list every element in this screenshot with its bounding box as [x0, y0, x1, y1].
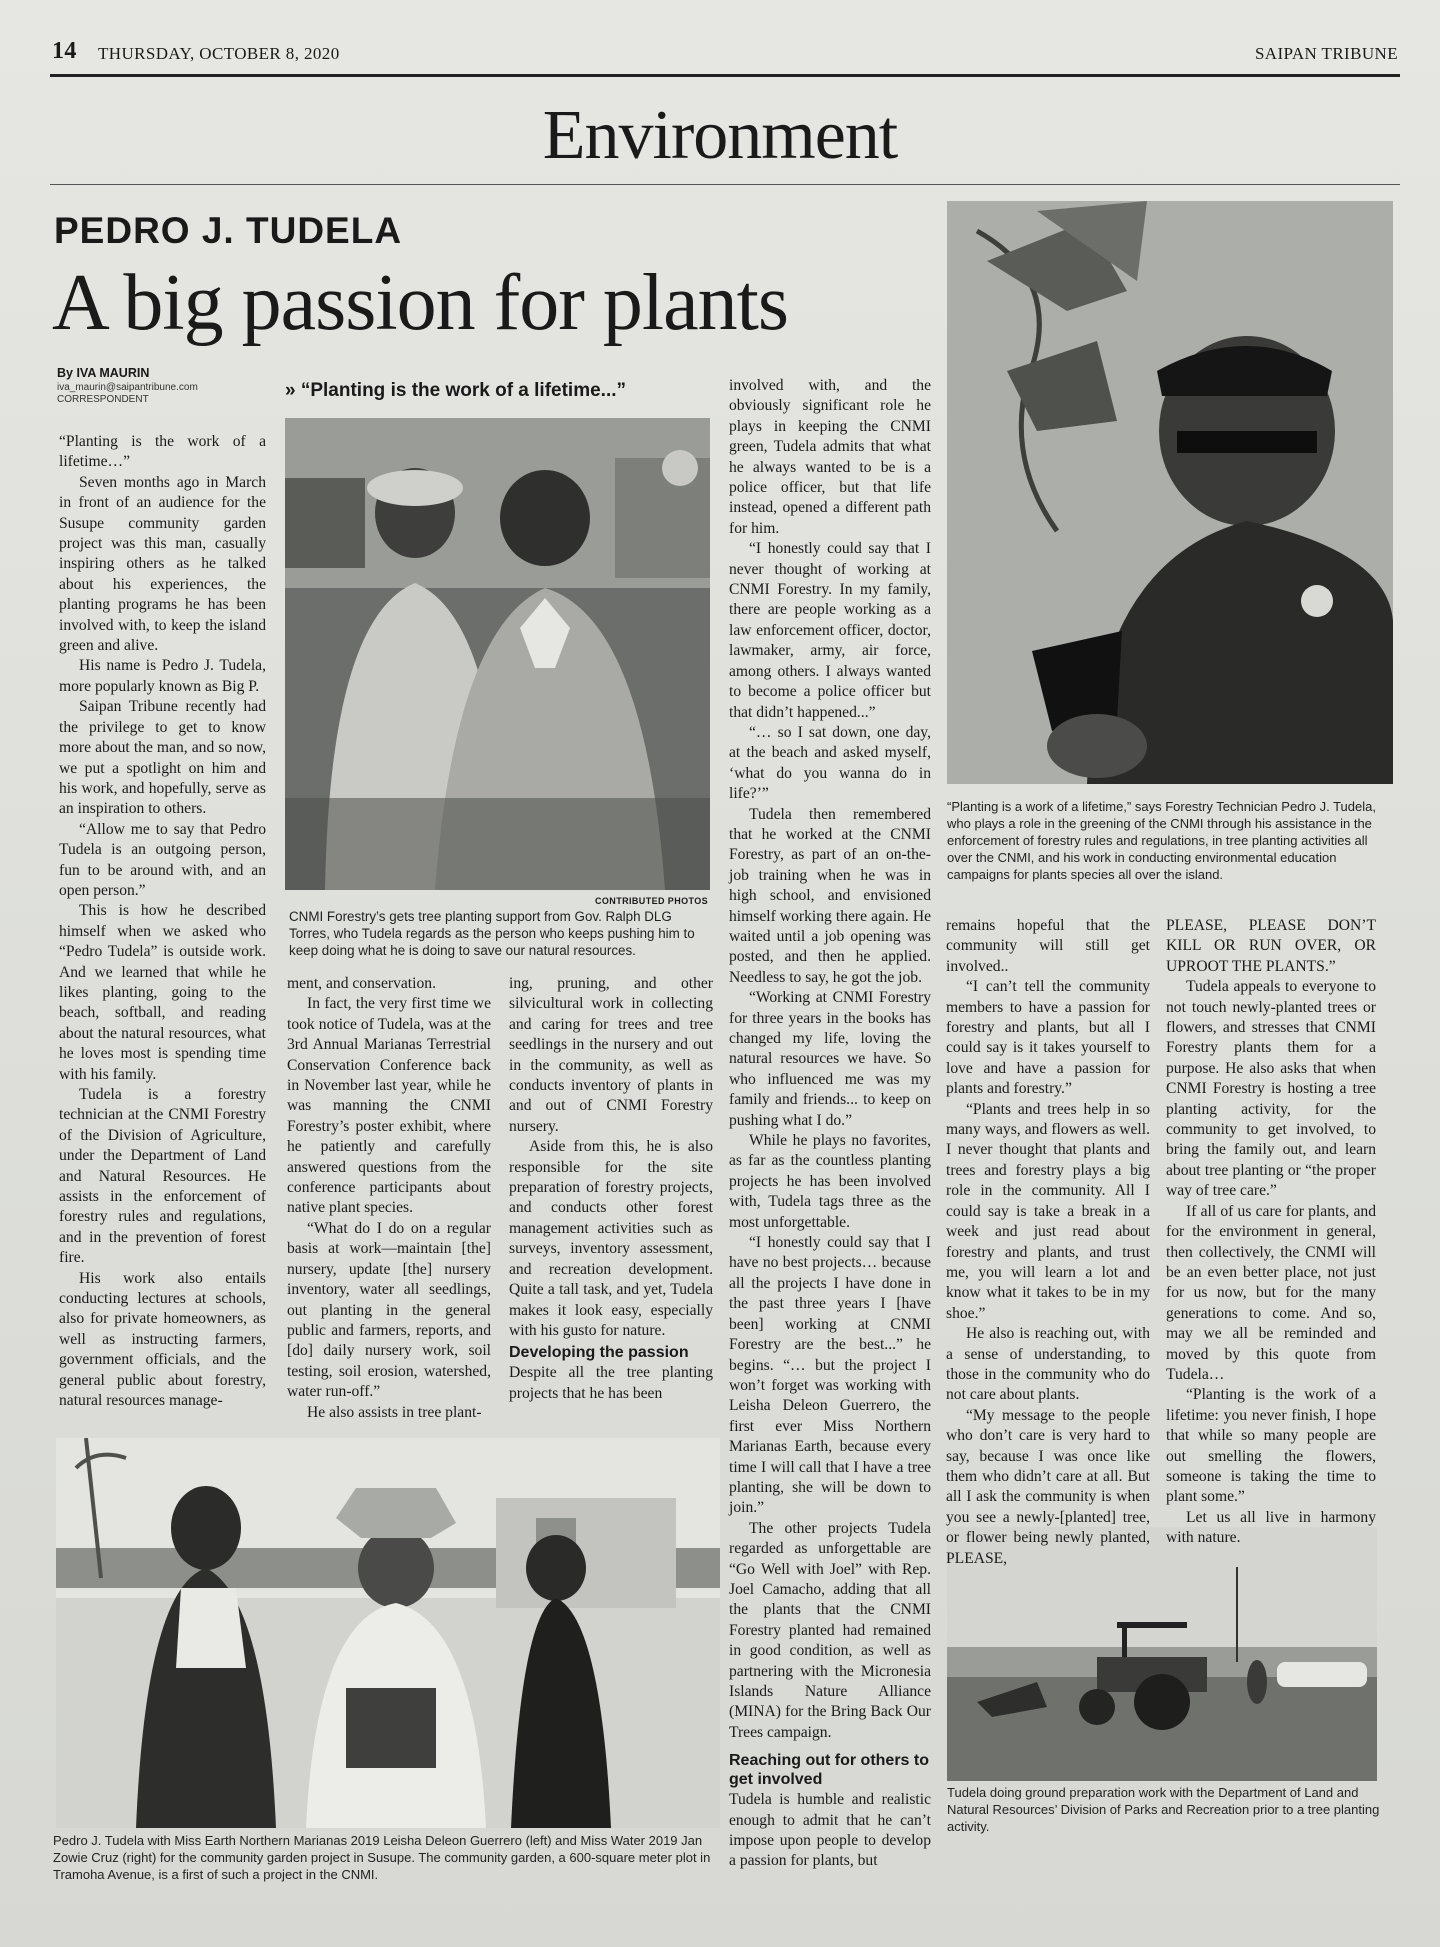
photo-governor — [285, 418, 710, 890]
article-paragraph: In fact, the very first time we took notice of Tudela, was at the 3rd Annual Marianas Terrestrial Conservation Conference back in November last year, while he was manning the CNMI Forestry’s poster exhibit, where he patiently and carefully answered questions from the conference participants about native plant species. — [287, 995, 491, 1217]
article-paragraph: Tudela is a forestry technician at the CNMI Forestry of the Division of Agriculture, under the Department of Land and Natural Resources. He assists in the enforcement of forestry rules and regulations, and in the prevention of forest fire. — [59, 1086, 266, 1267]
caption-tractor: Tudela doing ground preparation work with the Department of Land and Natural Resources’ Division of Parks and Recreation prior to a tree planting activity. — [947, 1785, 1380, 1834]
article-paragraph: Saipan Tribune recently had the privilege to get to know more about the man, and so now, we put a spotlight on him and his work, and hopefully, serve as an inspiration to others. — [59, 698, 266, 818]
article-paragraph: Despite all the tree planting projects that he has been — [509, 1364, 713, 1402]
page-header — [52, 38, 1398, 72]
caption-portrait: “Planting is a work of a lifetime,” says Forestry Technician Pedro J. Tudela, who plays a role in the greening of the CNMI through his assistance in the enforcement of forestry rules and regulations, in tree planting activities all over the CNMI, and his work in conducting environmental education campaigns for plants species all over the island. — [947, 799, 1376, 882]
article-paragraph: “… so I sat down, one day, at the beach and asked myself, ‘what do you wanna do in life?’” — [729, 723, 931, 803]
photo-portrait — [947, 201, 1393, 784]
article-paragraph: If all of us care for plants, and for the environment in general, then collectively, the CNMI will be an even better place, not just for us now, but for the many generations to come. And so, may we all be reminded and moved by this quote from Tudela… — [1166, 1202, 1376, 1383]
subhead-reaching-out: Reaching out for others to get involved — [729, 1752, 929, 1789]
article-paragraph: “I honestly could say that I have no best projects… because all the projects I have done in the past three years I [have been] working at CNMI Forestry are the best...” he begins. “… but the project I won’t forget was working with Leisha Deleon Guerrero, the first ever Miss Northern Marianas Earth, because every time I will call that I have a tree planting, she will be down to join.” — [729, 1234, 931, 1517]
article-column-6 — [1166, 916, 1376, 1547]
header-rule — [50, 74, 1400, 77]
article-column-5 — [946, 916, 1150, 1567]
article-paragraph: Let us all live in harmony with nature. — [1166, 1508, 1376, 1547]
article-paragraph: His work also entails conducting lectures at schools, also for private homeowners, as well as instructing farmers, government officials, and the general public about forestry, natural resources manage- — [59, 1269, 266, 1410]
caption-governor: CNMI Forestry’s gets tree planting support from Gov. Ralph DLG Torres, who Tudela regards as the person who keeps pushing him to keep doing what he is doing to save our natural resources. — [289, 909, 695, 958]
article-headline: A big passion for plants — [52, 259, 788, 347]
article-paragraph: “Planting is the work of a lifetime: you never finish, I hope that while so many people are out smelling the flowers, someone is taking the time to plant some.” — [1166, 1386, 1376, 1506]
article-paragraph: His name is Pedro J. Tudela, more popularly known as Big P. — [59, 657, 266, 695]
article-paragraph: The other projects Tudela regarded as unforgettable are “Go Well with Joel” with Rep. Joel Camacho, adding that all the plants that the CNMI Forestry planted had remained in good condition, as well as partnering with the Micronesia Islands Nature Alliance (MINA) for the Bring Back Our Trees campaign. — [729, 1519, 931, 1741]
publication-name: SAIPAN TRIBUNE — [1254, 44, 1398, 63]
section-title: Environment — [542, 97, 898, 174]
pull-quote: » “Planting is the work of a lifetime...” — [285, 380, 627, 401]
section-rule — [50, 184, 1400, 185]
article-column-2 — [287, 974, 491, 1429]
article-paragraph: Seven months ago in March in front of an audience for the Susupe community garden project was this man, casually inspiring others as he talked about his experiences, the planting programs he has been involved with, to keep the island green and alive. — [59, 473, 266, 655]
issue-date: THURSDAY, OCTOBER 8, 2020 — [98, 44, 340, 63]
article-paragraph: ing, pruning, and other silvicultural work in collecting and caring for trees and tree seedlings in the nursery and out in the community, as well as conducts inventory of plants in and out of CNMI Forestry nursery. — [509, 975, 713, 1135]
article-paragraph: “What do I do on a regular basis at work—maintain [the] nursery, update [the] nursery inventory, water all seedlings, out planting in the general public and farmers, reports, and [do] daily nursery work, soil testing, soil erosion, watershed, water run-off.” — [287, 1219, 491, 1401]
photo-group — [56, 1438, 720, 1828]
caption-group: Pedro J. Tudela with Miss Earth Northern Marianas 2019 Leisha Deleon Guerrero (left) and Miss Water 2019 Jan Zowie Cruz (right) for the community garden project in Susupe. The community garden, a 600-square meter plot in Tramoha Avenue, is a first of such a project in the CNMI. — [53, 1833, 711, 1882]
article-paragraph: While he plays no favorites, as far as the countless planting projects he has been involved with, Tudela tags three as the most unforgettable. — [729, 1132, 931, 1231]
article-paragraph: PLEASE, PLEASE DON’T KILL OR RUN OVER, OR UPROOT THE PLANTS.” — [1166, 917, 1376, 975]
photo-credit: CONTRIBUTED PHOTOS — [595, 896, 709, 906]
article-paragraph: He also is reaching out, with a sense of understanding, to those in the community who do not care about plants. — [946, 1325, 1150, 1404]
byline-author: By IVA MAURIN — [57, 366, 150, 380]
article-paragraph: ment, and conservation. — [287, 975, 436, 992]
article-paragraph: “I can’t tell the community members to have a passion for forestry and plants, but all I could say is it takes yourself to love and have a passion for plants and forestry.” — [946, 978, 1150, 1098]
article-paragraph: He also assists in tree plant- — [307, 1403, 482, 1421]
byline — [57, 366, 198, 407]
byline-email: iva_maurin@saipantribune.com — [57, 381, 198, 393]
article-kicker: PEDRO J. TUDELA — [54, 210, 403, 251]
article-column-4 — [729, 376, 931, 1870]
article-paragraph: “Working at CNMI Forestry for three years in the books has changed my life, loving the natural resources we have. So who influenced me was my family and friends... to keep on pushing what I do.” — [729, 989, 931, 1129]
article-paragraph: “I honestly could say that I never thought of working at CNMI Forestry. In my family, there are people working as a law enforcement officer, doctor, lawmaker, army, air force, among others. I always wanted to become a police officer but that didn’t happened...” — [729, 540, 931, 721]
page-number: 14 — [52, 38, 77, 64]
article-paragraph: Tudela appeals to everyone to not touch newly-planted trees or flowers, and stresses that CNMI Forestry plants them for a purpose. He also asks that when CNMI Forestry is hosting a tree planting activity, for the community to get involved, to bring the family out, and learn about tree planting or “the proper way of tree care.” — [1166, 978, 1376, 1200]
article-column-1 — [59, 432, 266, 1432]
article-paragraph: This is how he described himself when we asked who “Pedro Tudela” is outside work. And we learned that while he likes planting, going to the beach, softball, and reading about the natural resources, what he loves most is spending time with his family. — [59, 902, 266, 1083]
article-paragraph: “My message to the people who don’t care is very hard to say, because I was once like them who didn’t care at all. But all I ask the community is when you see a newly-[planted] tree, or flower being newly planted, PLEASE, — [946, 1406, 1150, 1567]
article-column-3 — [509, 974, 713, 1429]
article-paragraph: involved with, and the obviously significant role he plays in keeping the CNMI green, Tudela admits that what he always wanted to be is a police officer, but that life instead, opened a different path for him. — [729, 377, 931, 537]
article-paragraph: “Allow me to say that Pedro Tudela is an outgoing person, fun to be around with, and an open person.” — [59, 820, 266, 899]
article-paragraph: “Planting is the work of a lifetime…” — [59, 433, 266, 471]
article-paragraph: Tudela then remembered that he worked at the CNMI Forestry, as part of an on-the-job training when he was in high school, and envisioned himself working there again. He waited until a job opening was posted, and then he applied. Needless to say, he got the job. — [729, 805, 931, 986]
subhead-developing-passion: Developing the passion — [509, 1344, 689, 1362]
article-paragraph: remains hopeful that the community will still get involved.. — [946, 917, 1150, 975]
byline-role: CORRESPONDENT — [57, 394, 149, 406]
article-paragraph: Tudela is humble and realistic enough to admit that he can’t impose upon people to develop a passion for plants, but — [729, 1791, 931, 1870]
article-paragraph: “Plants and trees help in so many ways, and flowers as well. I never thought that plants and trees and forestry plays a big role in the community. All I could say is take a break in a week and just read about forestry and plants, and trust me, you will learn a lot and know what it takes to be in my shoe.” — [946, 1100, 1150, 1322]
article-paragraph: Aside from this, he is also responsible for the site preparation of forestry projects, and conducts other forest management activities such as surveys, inventory assessment, and recreation development. Quite a tall task, and yet, Tudela makes it look easy, especially with his gusto for nature. — [509, 1138, 713, 1339]
